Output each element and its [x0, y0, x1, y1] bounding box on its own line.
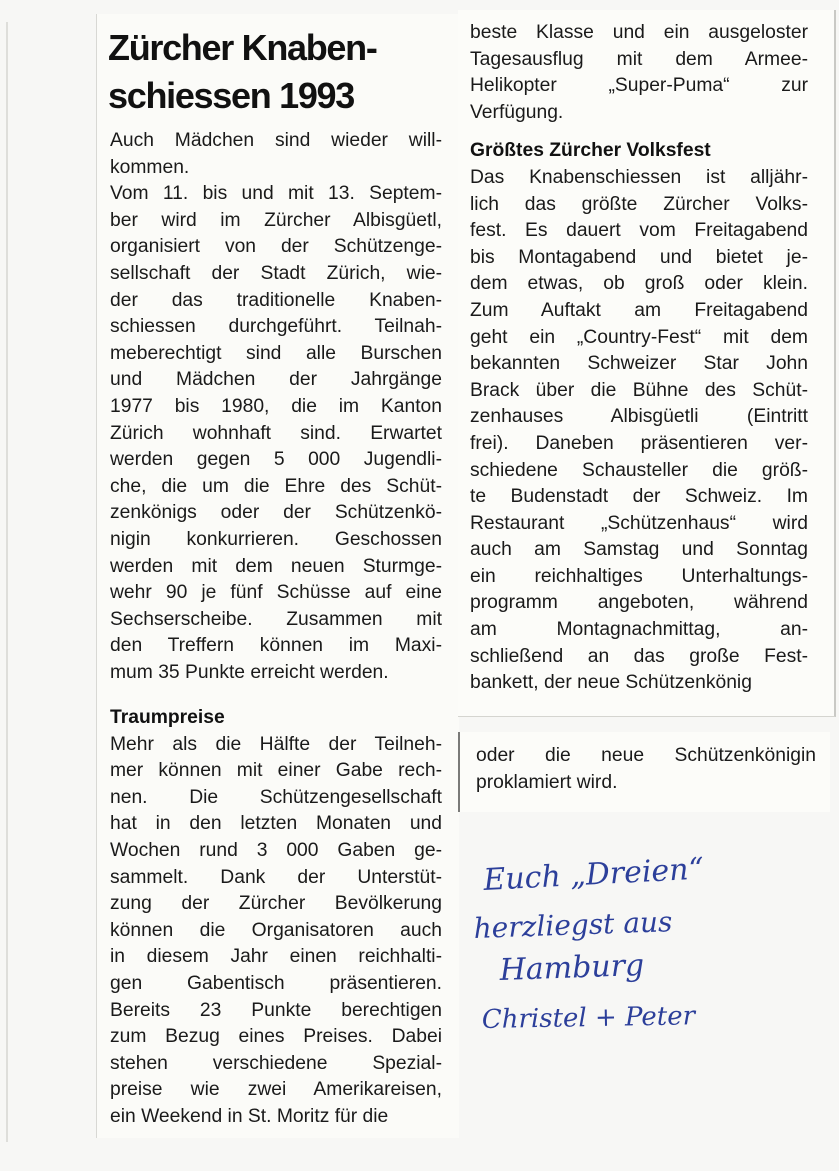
text-line: auch am Samstag und Sonntag	[470, 539, 808, 561]
text-line: te Budenstadt der Schweiz. Im	[470, 486, 808, 508]
text-line: Sechserscheibe. Zusammen mit	[110, 608, 442, 630]
text-line: hat in den letzten Monaten und	[110, 813, 442, 835]
text-line: werden gegen 5 000 Jugendli-	[110, 449, 442, 471]
text-line: mum 35 Punkte erreicht werden.	[110, 661, 389, 683]
text-line: zenkönigs oder der Schützenkö-	[110, 502, 442, 524]
text-line: wehr 90 je fünf Schüsse auf eine	[110, 582, 442, 604]
text-line: Mehr als die Hälfte der Teilneh-	[110, 733, 442, 755]
text-line: schiedene Schausteller die größ-	[470, 459, 808, 481]
text-line: bis Montagabend und bietet je-	[470, 246, 808, 268]
text-line: gen Gabentisch präsentieren.	[110, 972, 442, 994]
text-line: kommen.	[110, 156, 190, 178]
text-line: programm angeboten, während	[470, 592, 808, 614]
text-line: Auch Mädchen sind wieder will-	[110, 130, 442, 151]
text-line: organisiert von der Schützenge-	[110, 236, 442, 258]
text-line: nen. Die Schützengesellschaft	[110, 786, 442, 808]
text-line: Das Knabenschiessen ist alljähr-	[470, 166, 808, 188]
text-line: beste Klasse und ein ausgeloster	[470, 22, 808, 43]
text-line: ber wird im Zürcher Albisgüetl,	[110, 209, 442, 231]
prizes-section	[110, 705, 442, 1131]
text-line: Tagesausflug mit dem Armee-	[470, 48, 808, 70]
text-line: sammelt. Dank der Unterstüt-	[110, 866, 442, 888]
text-line: Zum Auftakt am Freitagabend	[470, 299, 808, 321]
text-line: Bereits 23 Punkte berechtigen	[110, 999, 442, 1021]
text-line: ein reichhaltiges Unterhaltungs-	[470, 565, 808, 587]
title-line: schiessen 1993	[108, 75, 354, 116]
text-line: bekannten Schweizer Star John	[470, 353, 808, 375]
sheet-edge	[6, 22, 8, 1142]
handwriting-line: Euch „Dreien“	[482, 851, 705, 898]
text-line: nigin konkurrieren. Geschossen	[110, 528, 442, 550]
handwriting-line: herzliegst aus	[473, 905, 673, 945]
text-line: Brack über die Bühne des Schüt-	[470, 379, 808, 401]
text-line: ein Weekend in St. Moritz für die	[110, 1105, 389, 1127]
text-line: in diesem Jahr einen reichhalti-	[110, 946, 442, 968]
title-line: Zürcher Knaben-	[108, 27, 377, 68]
text-line: sellschaft der Stadt Zürich, wie-	[110, 262, 442, 284]
text-line: Zürich wohnhaft sind. Erwartet	[110, 422, 442, 444]
text-line: oder die neue Schützenkönigin	[476, 745, 816, 766]
text-line: Restaurant „Schützenhaus“ wird	[470, 512, 808, 534]
text-line: zum Bezug eines Preises. Dabei	[110, 1026, 442, 1048]
text-line: 1977 bis 1980, die im Kanton	[110, 395, 442, 417]
article-intro-column	[110, 128, 442, 686]
text-line: fest. Es dauert vom Freitagabend	[470, 220, 808, 242]
text-line: Vom 11. bis und mit 13. Septem-	[110, 183, 442, 205]
text-line: dem etwas, ob groß oder klein.	[470, 273, 808, 295]
handwriting-line: Christel + Peter	[481, 1001, 696, 1035]
text-line: preise wie zwei Amerikareisen,	[110, 1079, 442, 1101]
text-line: am Montagnachmittag, an-	[470, 619, 808, 641]
subheading-prizes: Traumpreise	[110, 707, 225, 728]
text-line: können die Organisatoren auch	[110, 919, 442, 941]
article-right-column	[470, 20, 808, 697]
text-line: zenhauses Albisgüetli (Eintritt	[470, 406, 808, 428]
subheading-volksfest: Größtes Zürcher Volksfest	[470, 140, 711, 162]
text-line: bankett, der neue Schützenkönig	[470, 672, 752, 694]
text-line: stehen verschiedene Spezial-	[110, 1052, 442, 1074]
text-line: proklamiert wird.	[476, 771, 618, 793]
article-continuation	[476, 743, 816, 796]
text-line: und Mädchen der Jahrgänge	[110, 369, 442, 391]
text-line: werden mit dem neuen Sturmge-	[110, 555, 442, 577]
text-line: Wochen rund 3 000 Gaben ge-	[110, 839, 442, 861]
text-line: mer können mit einer Gabe rech-	[110, 760, 442, 782]
handwriting-line: Hamburg	[499, 947, 645, 988]
text-line: Verfügung.	[470, 101, 564, 123]
handwritten-note	[470, 848, 810, 1048]
text-line: meberechtigt sind alle Burschen	[110, 342, 442, 364]
text-line: geht ein „Country-Fest“ mit dem	[470, 326, 808, 348]
article-title	[108, 24, 453, 120]
text-line: lich das größte Zürcher Volks-	[470, 193, 808, 215]
text-line: zung der Zürcher Bevölkerung	[110, 893, 442, 915]
text-line: schiessen durchgeführt. Teilnah-	[110, 316, 442, 338]
text-line: schließend an das große Fest-	[470, 645, 808, 667]
text-line: frei). Daneben präsentieren ver-	[470, 432, 808, 454]
text-line: che, die um die Ehre des Schüt-	[110, 475, 442, 497]
text-line: der das traditionelle Knaben-	[110, 289, 442, 311]
text-line: Helikopter „Super-Puma“ zur	[470, 75, 808, 97]
text-line: den Treffern können im Maxi-	[110, 635, 442, 657]
